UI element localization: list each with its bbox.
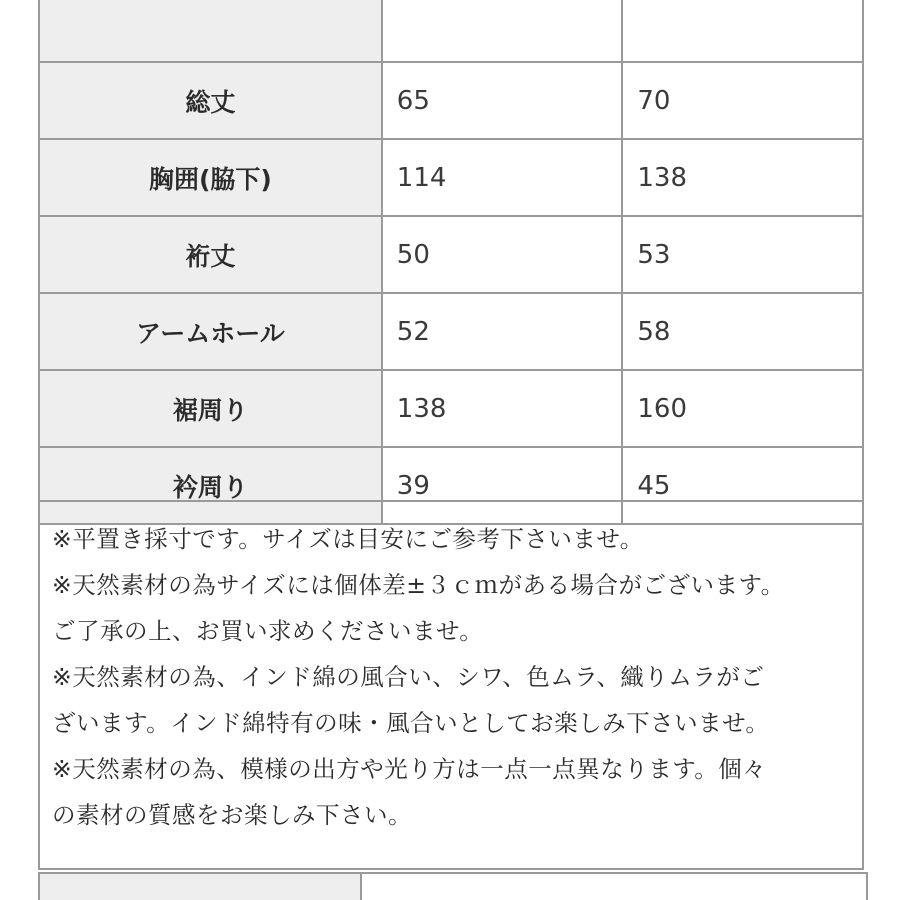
size-label-cell: 裄丈 bbox=[40, 217, 383, 294]
table-row bbox=[40, 217, 862, 294]
table-row bbox=[40, 294, 862, 371]
size-label-cell: 胸囲(脇下) bbox=[40, 140, 383, 217]
size-label-cell: アームホール bbox=[40, 294, 383, 371]
note-line: ※天然素材の為サイズには個体差±３ｃｍがある場合がございます。 bbox=[52, 571, 785, 599]
table-row bbox=[40, 371, 862, 448]
table-row bbox=[40, 63, 862, 140]
size-value-cell bbox=[623, 0, 862, 63]
size-value-cell: 58 bbox=[623, 294, 862, 371]
note-line: ※天然素材の為、模様の出方や光り方は一点一点異なります。個々 bbox=[52, 755, 767, 783]
material-label-cell bbox=[40, 874, 362, 900]
material-table-partial bbox=[38, 872, 868, 900]
table-row bbox=[40, 140, 862, 217]
note-line: ※平置き採寸です。サイズは目安にご参考下さいませ。 bbox=[52, 525, 644, 553]
size-value-cell: 45 bbox=[637, 470, 671, 501]
notes-box bbox=[38, 500, 864, 870]
size-value-cell bbox=[383, 0, 624, 63]
size-value-cell: 53 bbox=[623, 217, 862, 294]
size-value-cell: 70 bbox=[623, 63, 862, 140]
size-value-cell: 138 bbox=[623, 140, 862, 217]
size-label-cell bbox=[40, 0, 383, 63]
size-value-cell: 39 bbox=[383, 448, 624, 523]
size-value-cell: 114 bbox=[383, 140, 624, 217]
table-row bbox=[40, 0, 862, 63]
size-value-cell: 65 bbox=[383, 63, 624, 140]
size-label-cell: 裾周り bbox=[40, 371, 383, 448]
note-line: ざいます。インド綿特有の味・風合いとしてお楽しみ下さいませ。 bbox=[52, 709, 770, 737]
note-line: ご了承の上、お買い求めくださいませ。 bbox=[52, 617, 484, 645]
note-line: ※天然素材の為、インド綿の風合い、シワ、色ムラ、織りムラがご bbox=[52, 663, 765, 691]
note-line: の素材の質感をお楽しみ下さい。 bbox=[52, 801, 412, 829]
size-table bbox=[38, 0, 864, 525]
material-value-cell bbox=[362, 874, 866, 900]
size-label-cell: 総丈 bbox=[40, 63, 383, 140]
size-value-cell: 160 bbox=[623, 371, 862, 448]
size-label-cell: 衿周り bbox=[40, 448, 383, 523]
size-value-cell: 50 bbox=[383, 217, 624, 294]
size-value-cell: 138 bbox=[383, 371, 624, 448]
size-value-cell: 52 bbox=[383, 294, 624, 371]
